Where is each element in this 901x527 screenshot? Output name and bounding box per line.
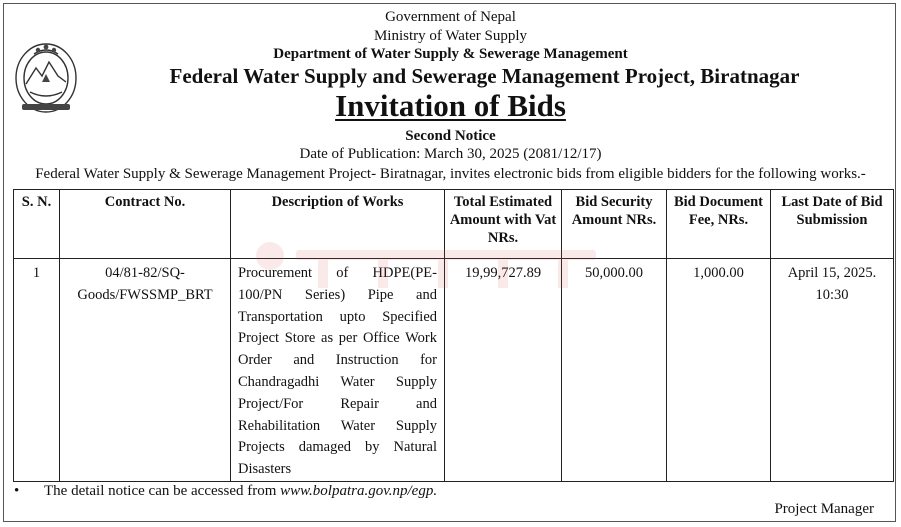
department-line: Department of Water Supply & Sewerage Management: [273, 46, 628, 62]
bolpatra-link[interactable]: www.bolpatra.gov.np/egp.: [280, 483, 438, 499]
government-line: Government of Nepal: [385, 9, 516, 25]
header-contract-no: Contract No.: [60, 190, 231, 259]
header-bid-security: Bid Security Amount NRs.: [562, 190, 667, 259]
header-total-amount: Total Estimated Amount with Vat NRs.: [445, 190, 562, 259]
bids-table: [13, 189, 894, 482]
detail-note-text: The detail notice can be accessed from: [44, 483, 281, 499]
header-document-fee: Bid Document Fee, NRs.: [667, 190, 771, 259]
detail-note: [14, 483, 437, 500]
cell-last-date: April 15, 2025. 10:30: [771, 259, 894, 482]
cell-description: Procurement of HDPE(PE-100/PN Series) Pipe and Transportation upto Specified Project Store as per Office Work Order and Instruction for Chandragadhi Water Supply Project/For Repair and Rehabilitation Water Supply Projects damaged by Natural Disasters: [231, 259, 445, 482]
page-title: Invitation of Bids: [335, 88, 566, 123]
project-name: Federal Water Supply and Sewerage Management Project, Biratnagar: [169, 64, 800, 88]
cell-total-amount: 19,99,727.89: [445, 259, 562, 482]
table-row: [14, 259, 894, 482]
header-last-date: Last Date of Bid Submission: [771, 190, 894, 259]
ministry-line: Ministry of Water Supply: [373, 28, 528, 44]
notice-label: Second Notice: [405, 128, 496, 144]
publication-date: Date of Publication: March 30, 2025 (2081/12/17): [299, 146, 602, 162]
bullet-glyph: •: [14, 483, 20, 499]
signoff: Project Manager: [774, 501, 874, 517]
cell-document-fee: 1,000.00: [667, 259, 771, 482]
header-description: Description of Works: [231, 190, 445, 259]
intro-text: Federal Water Supply & Sewerage Management Project- Biratnagar, invites electronic bids from eligible bidders for the following works.-: [35, 166, 866, 182]
table-header-row: [14, 190, 894, 259]
header-sn: S. N.: [14, 190, 60, 259]
cell-sn: 1: [14, 259, 60, 482]
cell-bid-security: 50,000.00: [562, 259, 667, 482]
cell-contract-no: 04/81-82/SQ-Goods/FWSSMP_BRT: [60, 259, 231, 482]
